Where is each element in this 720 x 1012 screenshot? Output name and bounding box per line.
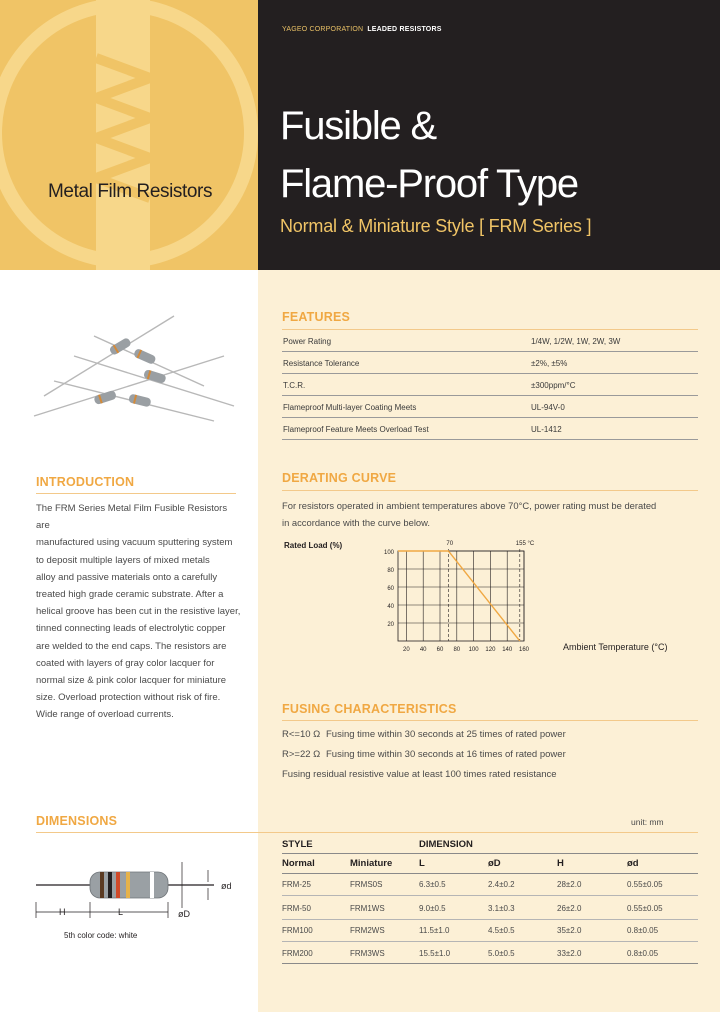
table-cell: 15.5±1.0 xyxy=(419,949,451,958)
intro-line: size. Overload protection without risk of fire. xyxy=(36,692,221,704)
introduction-heading: INTRODUCTION xyxy=(36,475,135,489)
table-cell: 0.8±0.05 xyxy=(627,949,659,958)
features-heading: FEATURES xyxy=(282,310,351,324)
chart-x-tick-label: 140 xyxy=(502,647,513,653)
introduction-rule xyxy=(36,493,236,494)
dimensions-rule-right xyxy=(258,832,698,833)
table-cell: 9.0±0.5 xyxy=(419,904,446,913)
column-header: Normal xyxy=(282,858,315,869)
column-header: ød xyxy=(627,858,639,869)
table-cell: FRM100 xyxy=(282,926,313,935)
fusing-line-1 xyxy=(282,729,566,740)
feature-row xyxy=(282,330,698,352)
chart-x-tick-label: 40 xyxy=(419,647,427,653)
table-cell: FRMS0S xyxy=(350,880,383,889)
fusing-text: Fusing time within 30 seconds at 25 times of rated power xyxy=(326,729,566,740)
unit-label: unit: mm xyxy=(631,817,664,827)
chart-y-tick-label: 20 xyxy=(387,622,394,628)
table-rule xyxy=(282,853,698,854)
derating-line: For resistors operated in ambient temperatures above 70°C, power rating must be derated xyxy=(282,500,657,511)
table-cell: 0.55±0.05 xyxy=(627,904,663,913)
resistor-dimension-diagram xyxy=(34,860,244,944)
table-cell: 0.55±0.05 xyxy=(627,880,663,889)
intro-line: coated with layers of gray color lacquer for xyxy=(36,657,215,669)
resistors-illustration xyxy=(24,296,250,436)
chart-top-mark: 155 °C xyxy=(515,541,535,547)
top-line xyxy=(282,26,442,33)
feature-value: UL-1412 xyxy=(531,425,562,434)
dimensions-rule-left xyxy=(36,832,258,833)
table-cell: 11.5±1.0 xyxy=(419,926,450,935)
chart-x-tick-label: 80 xyxy=(453,647,461,653)
table-cell: 28±2.0 xyxy=(557,880,582,889)
page-subtitle: Normal & Miniature Style [ FRM Series ] xyxy=(280,216,592,236)
chart-y-tick-label: 40 xyxy=(387,604,394,610)
table-cell: FRM-25 xyxy=(282,880,311,889)
chart-top-mark: 70 xyxy=(446,541,454,547)
column-header: øD xyxy=(488,858,501,869)
chart-y-tick-label: 100 xyxy=(383,550,394,556)
chart-frame xyxy=(398,551,524,641)
page-title-line-2: Flame-Proof Type xyxy=(280,162,578,206)
table-rule xyxy=(282,873,698,874)
table-cell: 4.5±0.5 xyxy=(488,926,515,935)
chart-x-tick-label: 60 xyxy=(436,647,444,653)
company-name: YAGEO CORPORATION xyxy=(282,26,364,33)
table-cell: 2.4±0.2 xyxy=(488,880,515,889)
feature-row xyxy=(282,374,698,396)
table-cell: 5.0±0.5 xyxy=(488,949,515,958)
header-left-panel xyxy=(0,0,258,270)
table-cell: 26±2.0 xyxy=(557,904,582,913)
feature-row xyxy=(282,352,698,374)
intro-line: helical groove has been cut in the resistive layer, xyxy=(36,606,241,618)
chart-x-tick-label: 160 xyxy=(518,647,530,653)
table-rule xyxy=(282,895,698,896)
header-right-panel xyxy=(258,0,720,270)
intro-line: are welded to the end caps. The resistors are xyxy=(36,640,227,652)
chart-y-tick-label: 80 xyxy=(387,568,394,574)
intro-line: treated high grade ceramic substrate. After a xyxy=(36,589,224,601)
H-label: H xyxy=(59,907,66,917)
feature-row xyxy=(282,418,698,440)
feature-label: Flameproof Feature Meets Overload Test xyxy=(283,425,429,434)
chart-x-tick-label: 20 xyxy=(403,647,410,653)
table-cell: 35±2.0 xyxy=(557,926,582,935)
L-label: L xyxy=(118,907,124,917)
feature-label: Power Rating xyxy=(283,337,332,346)
chart-xlabel: Ambient Temperature (°C) xyxy=(563,642,668,652)
fusing-rule xyxy=(282,720,698,721)
derating-rule xyxy=(282,490,698,491)
intro-line: Wide range of overload currents. xyxy=(36,709,174,721)
introduction-text xyxy=(36,500,241,724)
fusing-note: Fusing residual resistive value at least 100 times rated resistance xyxy=(282,769,557,780)
fusing-heading: FUSING CHARACTERISTICS xyxy=(282,702,457,716)
intro-line: tinned connecting leads of electrolytic copper xyxy=(36,623,226,635)
intro-line: normal size & pink color lacquer for miniature xyxy=(36,675,227,687)
resistor-logo-watermark xyxy=(0,0,258,270)
feature-label: Flameproof Multi-layer Coating Meets xyxy=(283,403,417,412)
side-title: Metal Film Resistors xyxy=(48,181,213,202)
derating-curve-line xyxy=(398,551,520,641)
derating-text xyxy=(282,497,702,531)
fusing-text: Fusing time within 30 seconds at 16 times of rated power xyxy=(326,749,566,760)
table-rule xyxy=(282,919,698,920)
fusing-condition: R>=22 Ω xyxy=(282,749,321,760)
table-rule xyxy=(282,941,698,942)
derating-line: in accordance with the curve below. xyxy=(282,517,430,529)
column-header: Miniature xyxy=(350,858,393,869)
derating-chart xyxy=(282,532,682,660)
feature-value: ±300ppm/°C xyxy=(531,381,576,390)
style-group-header: STYLE xyxy=(282,839,313,850)
od-label: ød xyxy=(221,881,232,891)
dimensions-heading: DIMENSIONS xyxy=(36,814,118,828)
table-cell: 3.1±0.3 xyxy=(488,904,515,913)
chart-x-tick-label: 100 xyxy=(468,647,479,653)
table-cell: 0.8±0.05 xyxy=(627,926,659,935)
table-cell: 6.3±0.5 xyxy=(419,880,446,889)
chart-x-tick-label: 120 xyxy=(485,647,496,653)
feature-label: Resistance Tolerance xyxy=(283,359,360,368)
table-rule xyxy=(282,963,698,964)
table-cell: FRM2WS xyxy=(350,926,385,935)
intro-line: to deposit multiple layers of mixed metals xyxy=(36,554,210,566)
diagram-caption: 5th color code: white xyxy=(64,931,138,940)
chart-y-tick-label: 60 xyxy=(387,586,394,592)
table-cell: FRM-50 xyxy=(282,904,311,913)
feature-value: UL-94V-0 xyxy=(531,403,565,412)
feature-label: T.C.R. xyxy=(283,381,306,390)
intro-line: manufactured using vacuum sputtering system xyxy=(36,537,233,549)
category-label: LEADED RESISTORS xyxy=(367,26,442,33)
feature-value: ±2%, ±5% xyxy=(531,359,568,368)
fusing-line-2 xyxy=(282,749,566,760)
intro-line: The FRM Series Metal Film Fusible Resistors are xyxy=(36,503,228,532)
table-cell: 33±2.0 xyxy=(557,949,582,958)
column-header: H xyxy=(557,858,564,869)
fusing-condition: R<=10 Ω xyxy=(282,729,321,740)
feature-row xyxy=(282,396,698,418)
oD-label: øD xyxy=(178,909,190,919)
derating-heading: DERATING CURVE xyxy=(282,471,397,485)
chart-ylabel: Rated Load (%) xyxy=(284,541,343,550)
feature-value: 1/4W, 1/2W, 1W, 2W, 3W xyxy=(531,337,621,346)
dimension-group-header: DIMENSION xyxy=(419,839,473,850)
table-cell: FRM1WS xyxy=(350,904,385,913)
intro-line: alloy and passive materials onto a carefully xyxy=(36,571,218,583)
column-header: L xyxy=(419,858,425,869)
table-cell: FRM200 xyxy=(282,949,313,958)
page-title-line-1: Fusible & xyxy=(280,104,436,148)
table-cell: FRM3WS xyxy=(350,949,385,958)
